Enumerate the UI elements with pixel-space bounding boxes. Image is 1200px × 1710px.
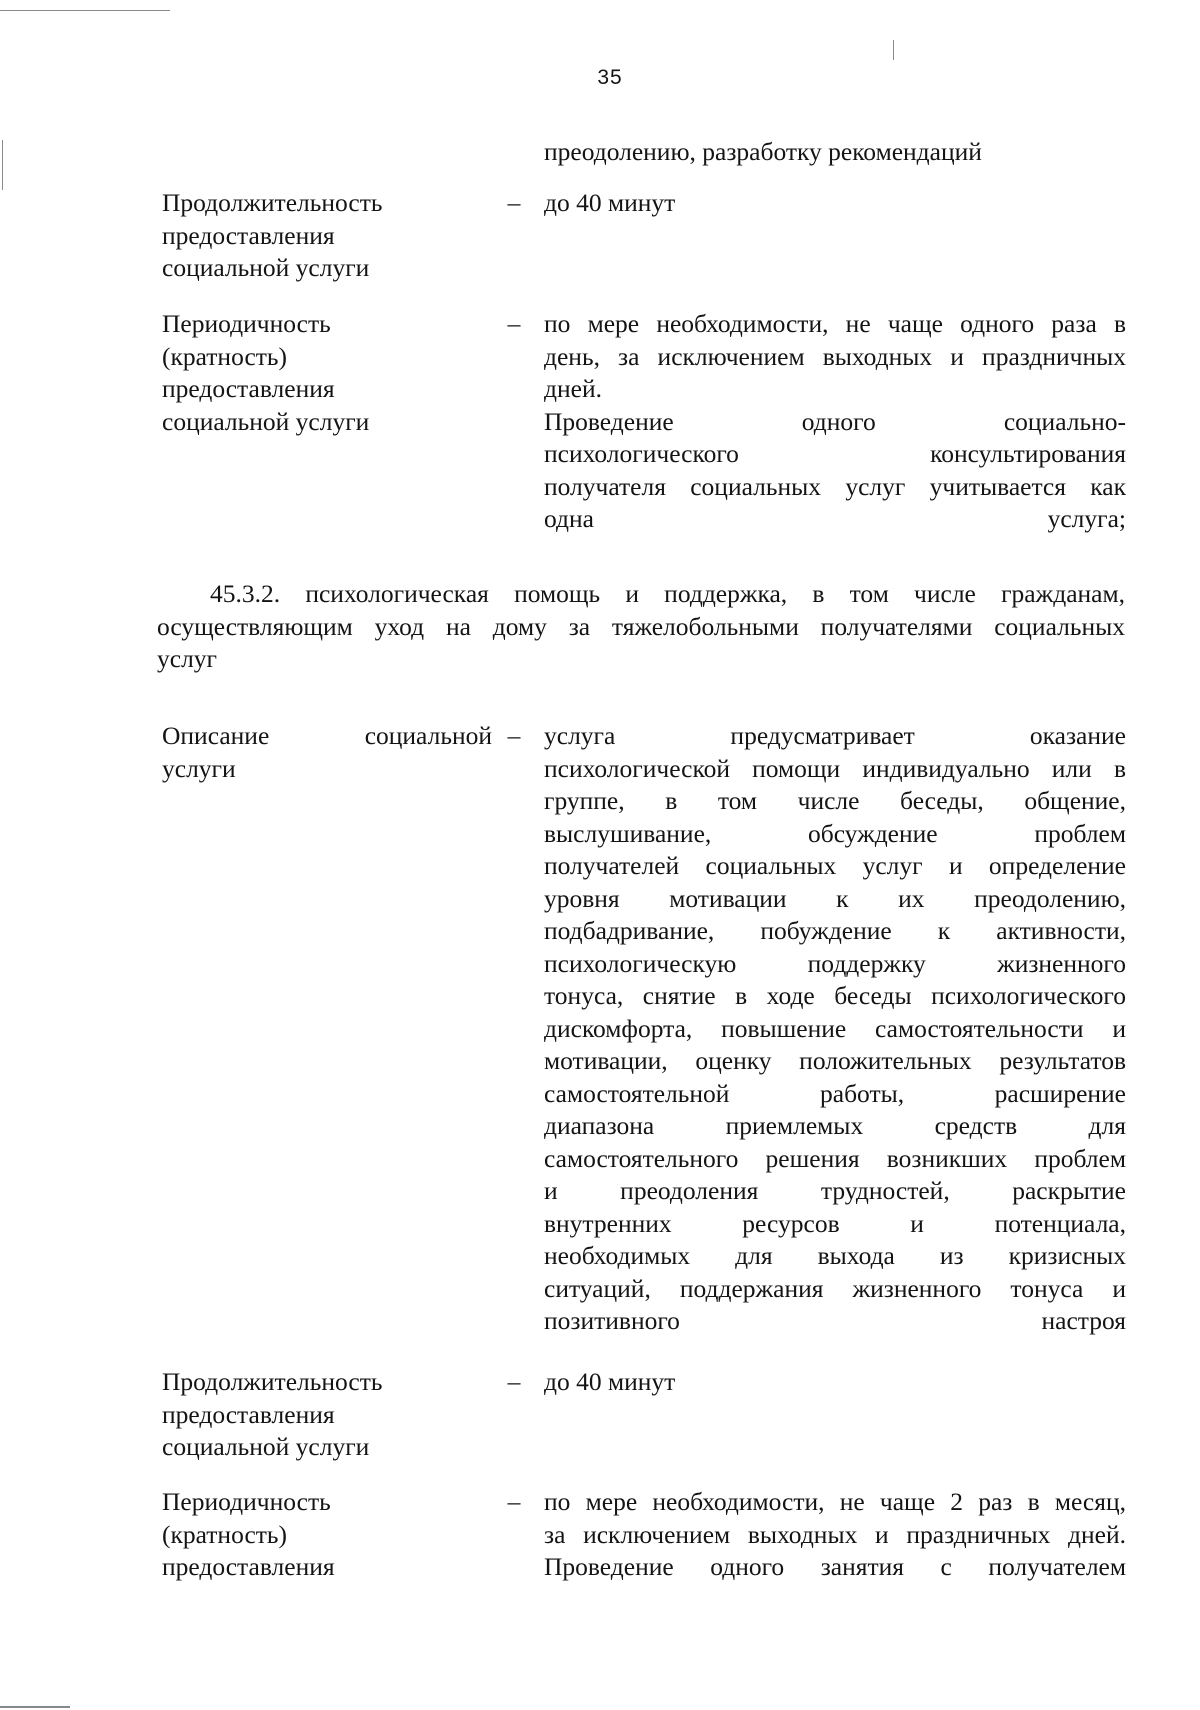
scan-artifact-right-tick xyxy=(893,40,894,60)
dash: – xyxy=(507,309,521,338)
value-line: день, за исключением выходных и праздничных xyxy=(544,341,1126,371)
description-label xyxy=(162,720,492,785)
value-line: по мере необходимости, не чаще одного раза в xyxy=(544,309,1126,338)
value-line: получателей социальных услуг и определение xyxy=(544,851,1126,880)
value-line: психологическую поддержку жизненного xyxy=(544,948,1126,978)
dash: – xyxy=(507,1367,521,1396)
dash: – xyxy=(507,188,521,217)
value-line: Проведение одного занятия с получателем xyxy=(544,1552,1126,1581)
label-line: Продолжительность xyxy=(162,188,383,217)
description-value xyxy=(544,720,1126,1338)
value-line: уровня мотивации к их преодолению, xyxy=(544,883,1126,913)
value-line: группе, в том числе беседы, общение, xyxy=(544,786,1126,815)
value-line: самостоятельной работы, расширение xyxy=(544,1078,1126,1108)
scan-artifact-left-edge xyxy=(2,140,3,190)
scan-artifact-bottom-left xyxy=(0,1706,70,1708)
value-line: необходимых для выхода из кризисных xyxy=(544,1241,1126,1270)
value-line: внутренних ресурсов и потенциала, xyxy=(544,1208,1126,1238)
value-line: дискомфорта, повышение самостоятельности и xyxy=(544,1013,1126,1043)
periodicity-value xyxy=(544,308,1126,536)
value-line: психологической помощи индивидуально или в xyxy=(544,753,1126,783)
paragraph-line: услуг xyxy=(157,644,218,673)
label-line: социальной услуги xyxy=(162,406,370,436)
value-line: тонуса, снятие в ходе беседы психологического xyxy=(544,981,1126,1010)
label-line: предоставления xyxy=(162,1552,335,1581)
scan-artifact-top-left xyxy=(0,10,170,11)
dash: – xyxy=(507,1487,521,1516)
section-paragraph xyxy=(157,578,1125,676)
value-line: позитивного настроя xyxy=(544,1306,1126,1335)
value-line: самостоятельного решения возникших проблем xyxy=(544,1143,1126,1173)
value-line: подбадривание, побуждение к активности, xyxy=(544,916,1126,945)
label-line: услуги xyxy=(162,753,236,783)
label-line: предоставления xyxy=(162,1399,335,1429)
continuation-line: преодолению, разработку рекомендаций xyxy=(544,137,982,166)
duration-label xyxy=(162,187,492,285)
value-line: по мере необходимости, не чаще 2 раз в месяц, xyxy=(544,1487,1126,1516)
label-line: предоставления xyxy=(162,220,335,250)
value-line: за исключением выходных и праздничных дней. xyxy=(544,1519,1126,1549)
duration-value: до 40 минут xyxy=(544,188,676,217)
paragraph-line: осуществляющим уход на дому за тяжелобольными получателями социальных xyxy=(157,611,1125,641)
paragraph-line: 45.3.2. психологическая помощь и поддержка, в том числе гражданам, xyxy=(210,579,1125,608)
value-line: диапазона приемлемых средств для xyxy=(544,1111,1126,1140)
value-line: психологического консультирования xyxy=(544,439,1126,468)
value-line: выслушивание, обсуждение проблем xyxy=(544,818,1126,848)
dash: – xyxy=(507,721,521,750)
label-line: Продолжительность xyxy=(162,1367,383,1396)
value-line: Проведение одного социально- xyxy=(544,406,1126,436)
periodicity-value xyxy=(544,1486,1126,1584)
duration-value: до 40 минут xyxy=(544,1367,676,1396)
label-line: Периодичность xyxy=(162,1487,331,1516)
value-line: мотивации, оценку положительных результатов xyxy=(544,1046,1126,1075)
value-line: дней. xyxy=(544,374,602,403)
value-line: получателя социальных услуг учитывается как xyxy=(544,471,1126,501)
value-line: и преодоления трудностей, раскрытие xyxy=(544,1176,1126,1205)
periodicity-label xyxy=(162,308,492,438)
label-line: Описание социальной xyxy=(162,721,492,750)
periodicity-label xyxy=(162,1486,492,1584)
label-line: (кратность) xyxy=(162,341,288,371)
label-line: (кратность) xyxy=(162,1519,288,1549)
label-line: предоставления xyxy=(162,374,335,403)
value-line: услуга предусматривает оказание xyxy=(544,721,1126,750)
label-line: социальной услуги xyxy=(162,253,370,282)
page-number: 35 xyxy=(597,66,623,89)
label-line: Периодичность xyxy=(162,309,331,338)
duration-label xyxy=(162,1366,492,1464)
value-line: ситуаций, поддержания жизненного тонуса и xyxy=(544,1273,1126,1303)
label-line: социальной услуги xyxy=(162,1432,370,1461)
value-line: одна услуга; xyxy=(544,504,1126,533)
